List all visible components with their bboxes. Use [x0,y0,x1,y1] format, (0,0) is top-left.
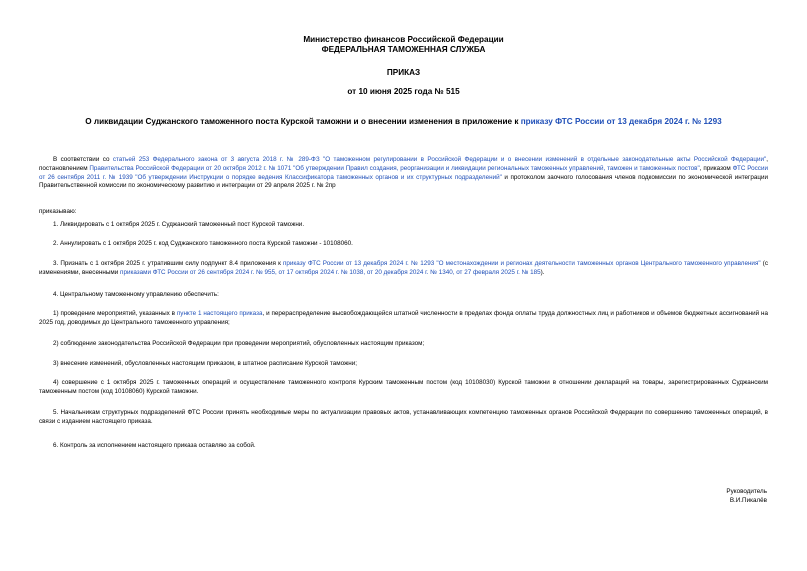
ministry-name: Министерство финансов Российской Федерации [303,35,504,44]
title-text: О ликвидации Суджанского таможенного поста Курской таможни и о внесении изменения в приложение к [85,117,521,126]
preamble-text-3: , приказом [699,164,733,172]
item-3-text-1: 3. Признать с 1 октября 2025 г. утратившим силу подпункт 8.4 приложения к [53,260,283,267]
item-3-text-3: ). [540,268,545,276]
item-3-link-amendments[interactable]: приказами ФТС России от 26 сентября 2024 г. № 955, от 17 октября 2024 г. № 1038, от 20 декабря 2024 г. № 1340, от 27 февраля 2025 г. № 185 [120,268,541,276]
doc-type: ПРИКАЗ [386,68,421,77]
subitem-3: 3) внесение изменений, обусловленных настоящим приказом, в штатное расписание Курской таможни; [53,360,357,367]
signature-name: В.И.Пикалёв [729,497,767,504]
preamble-link-law[interactable]: статьей 253 Федерального закона от 3 августа 2018 г. № 289-ФЗ "О таможенном регулировании в Российской Федерации и о внесении изменений в отдельные законодательные акты Российской Федерации" [112,156,767,163]
preamble-text-4: и протоколом заочного голосования членов подкомиссии по экономической интеграции Правительственной комиссии по экономическому развитию и интеграции от 29 апреля 2025 г. № 2пр [39,173,768,190]
service-name: ФЕДЕРАЛЬНАЯ ТАМОЖЕННАЯ СЛУЖБА [321,45,486,54]
signature-role: Руководитель [726,488,767,495]
preamble [39,156,768,191]
subitem-1-text-1: 1) проведение мероприятий, указанных в [53,310,177,317]
order-word: приказываю: [39,208,77,215]
preamble-text-1: В соответствии со [53,156,113,163]
subitem-1-text-2: , и перераспределение высвобождающейся штатной численности в пределах фонда оплаты труда должностных лиц и работников и объемов бюджетных ассигнований на 2025 год, доводимых до Центрального таможенного управления; [39,310,768,326]
preamble-link-government[interactable]: Правительства Российской Федерации от 20 октября 2012 г. № 1071 "Об утверждении Правил создания, реорганизации и ликвидации региональных таможенных управлений, таможен и таможенных постов" [89,164,700,172]
doc-date-number: от 10 июня 2025 года № 515 [347,87,460,96]
item-5: 5. Начальникам структурных подразделений ФТС России принять необходимые меры по актуализации правовых актов, устанавливающих компетенцию таможенных органов Российской Федерации по совершению таможенных операций, в связи с изданием настоящего приказа. [39,409,768,425]
subitem-1 [39,310,768,328]
subitem-1-link[interactable]: пункте 1 настоящего приказа [176,310,263,317]
item-6: 6. Контроль за исполнением настоящего приказа оставляю за собой. [53,442,256,449]
item-2: 2. Аннулировать с 1 октября 2025 г. код Суджанского таможенного поста Курской таможни - 10108060. [53,240,353,247]
subitem-4: 4) совершение с 1 октября 2025 г. таможенных операций и осуществление таможенного контроля Курским таможенным постом (код 10108030) Курской таможни в отношении деклараций на товары, зарегистрированных Суджанским таможенным постом (код 10108060) Курской таможни. [39,379,768,395]
item-1: 1. Ликвидировать с 1 октября 2025 г. Суджанский таможенный пост Курской таможни. [53,221,305,228]
preamble-text-2: , постановлением [39,156,768,172]
subitem-2: 2) соблюдение законодательства Российской Федерации при проведении мероприятий, обусловленных настоящим приказом; [53,340,425,347]
item-3-link-order[interactable]: приказу ФТС России от 13 декабря 2024 г. № 1293 "О местонахождении и регионах деятельности таможенных органов Центрального таможенного управления" [282,260,761,267]
title-link[interactable]: приказу ФТС России от 13 декабря 2024 г. № 1293 [520,117,722,126]
item-3 [39,260,768,278]
item-3-text-2: (с изменениями, внесенными [39,260,768,276]
preamble-link-fts[interactable]: ФТС России от 26 сентября 2011 г. № 1939 "Об утверждении Инструкции о порядке ведения Классификатора таможенных органов и их структурных подразделений" [39,164,768,181]
document-title [20,117,787,127]
item-4: 4. Центральному таможенному управлению обеспечить: [53,291,219,298]
